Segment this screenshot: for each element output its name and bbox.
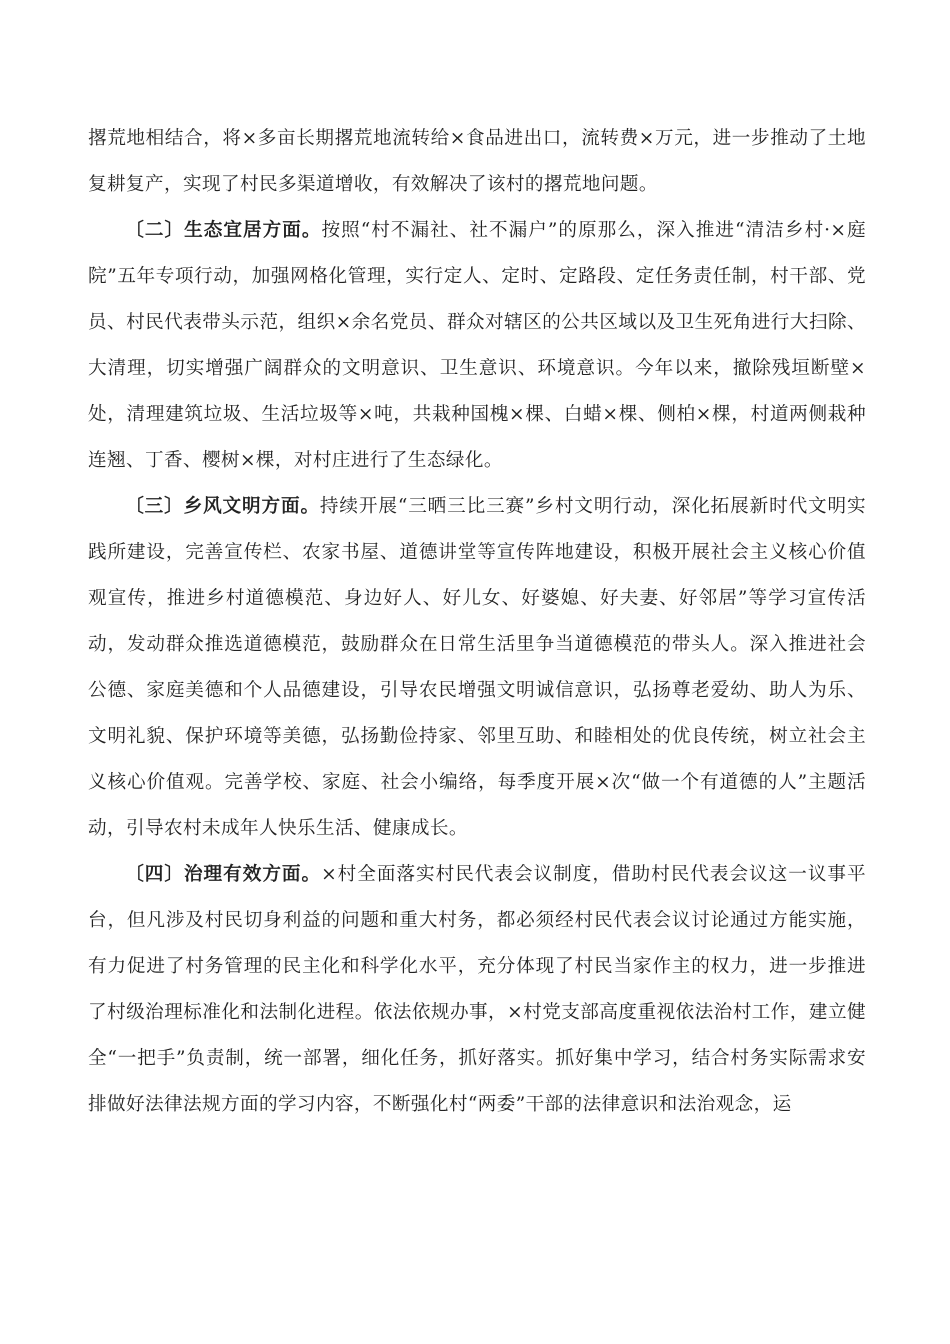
section-heading: 〔二〕生态宜居方面。 <box>125 220 322 241</box>
paragraph-text: 撂荒地相结合，将×多亩长期撂荒地流转给×食品进出口，流转费×万元，进一步推动了土地复耕复产，实现了村民多渠道增收，有效解决了该村的撂荒地问题。 <box>88 128 866 195</box>
section-heading: 〔四〕治理有效方面。 <box>125 864 322 885</box>
paragraph-text: 按照“村不漏社、社不漏户”的原那么，深入推进“清洁乡村·×庭院”五年专项行动，加强网格化管理，实行定人、定时、定路段、定任务责任制，村干部、党员、村民代表带头示范，组织×余名党员、群众对辖区的公共区域以及卫生死角进行大扫除、大清理，切实增强广阔群众的文明意识、卫生意识、环境意识。今年以来，撤除残垣断壁×处，清理建筑垃圾、生活垃圾等×吨，共栽种国槐×棵、白蜡×棵、侧柏×棵，村道两侧栽种连翘、丁香、樱树×棵，对村庄进行了生态绿化。 <box>88 220 866 471</box>
paragraph-continuation <box>88 116 866 208</box>
paragraph-text: 持续开展“三晒三比三赛”乡村文明行动，深化拓展新时代文明实践所建设，完善宣传栏、农家书屋、道德讲堂等宣传阵地建设，积极开展社会主义核心价值观宣传，推进乡村道德模范、身边好人、好儿女、好婆媳、好夫妻、好邻居”等学习宣传活动，发动群众推选道德模范，鼓励群众在日常生活里争当道德模范的带头人。深入推进社会公德、家庭美德和个人品德建设，引导农民增强文明诚信意识，弘扬尊老爱幼、助人为乐、文明礼貌、保护环境等美德，弘扬勤俭持家、邻里互助、和睦相处的优良传统，树立社会主义核心价值观。完善学校、家庭、社会小编络，每季度开展×次“做一个有道德的人”主题活动，引导农村未成年人快乐生活、健康成长。 <box>88 496 866 839</box>
paragraph-ecological-livability <box>88 208 866 484</box>
section-heading: 〔三〕乡风文明方面。 <box>125 496 320 517</box>
paragraph-rural-civility <box>88 484 866 852</box>
document-body <box>88 116 866 1128</box>
paragraph-text: ×村全面落实村民代表会议制度，借助村民代表会议这一议事平台，但凡涉及村民切身利益的问题和重大村务，都必须经村民代表会议讨论通过方能实施，有力促进了村务管理的民主化和科学化水平，充分体现了村民当家作主的权力，进一步推进了村级治理标准化和法制化进程。依法依规办事，×村党支部高度重视依法治村工作，建立健全“一把手”负责制，统一部署，细化任务，抓好落实。抓好集中学习，结合村务实际需求安排做好法律法规方面的学习内容，不断强化村“两委”干部的法律意识和法治观念，运 <box>88 864 866 1115</box>
paragraph-effective-governance <box>88 852 866 1128</box>
